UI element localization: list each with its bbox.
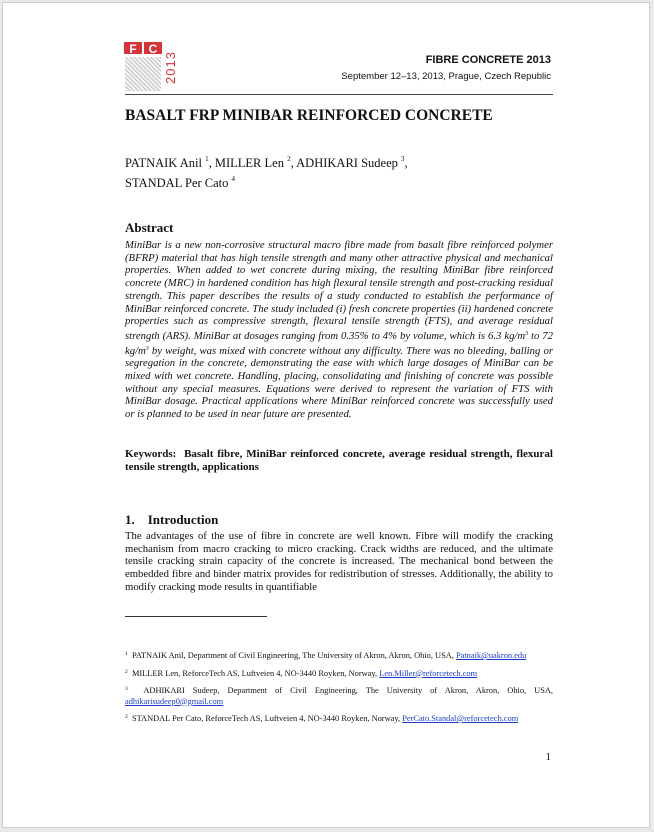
keywords-label: Keywords:: [125, 448, 177, 460]
email-link[interactable]: adhikarisudeep0@gmail.com: [125, 696, 224, 706]
email-link[interactable]: Len.Miller@reforcetech.com: [379, 668, 478, 678]
conference-date: September 12–13, 2013, Prague, Czech Republic: [341, 71, 551, 82]
conference-logo: F C 2013: [123, 41, 181, 93]
author-list: PATNAIK Anil $^1$, MILLER Len $^2$, ADHIKARI Sudeep $^3$, STANDAL Per Cato $^4$: [125, 155, 408, 190]
section-number: 1.: [125, 512, 135, 527]
logo-texture: [125, 57, 161, 91]
footnote: $^2$ MILLER Len, ReforceTech AS, Luftveien 4, NO-3440 Royken, Norway, Len.Miller@reforcetech.com: [125, 668, 478, 678]
paper-title: BASALT FRP MINIBAR REINFORCED CONCRETE: [125, 107, 493, 124]
paper-page: [2, 2, 650, 828]
email-link[interactable]: PerCato.Standal@reforcetech.com: [402, 714, 519, 723]
footnote: $^3$ ADHIKARI Sudeep, Department of Civil Engineering, The University of Akron, Akron, Ohio, USA, adhikarisudeep0@gmail.com: [125, 686, 553, 706]
introduction-heading: [125, 512, 218, 528]
conference-name: FIBRE CONCRETE 2013: [425, 54, 551, 66]
author-name: MILLER Len: [214, 156, 284, 170]
footnote: $^2$ STANDAL Per Cato, ReforceTech AS, Luftveien 4, NO-3440 Royken, Norway, PerCato.Standal@reforcetech.com: [125, 714, 519, 723]
author-name: STANDAL Per Cato: [125, 176, 229, 190]
logo-year: 2013: [162, 50, 178, 84]
author-name: ADHIKARI Sudeep: [296, 156, 398, 170]
keywords-text: Basalt fibre, MiniBar reinforced concrete, average residual strength, flexural tensile strength, applications: [125, 448, 553, 473]
page-number: 1: [545, 751, 551, 763]
footnote: $^1$ PATNAIK Anil, Department of Civil Engineering, The University of Akron, Akron, Ohio, USA, Patnaik@uakron.edu: [125, 651, 527, 660]
author-name: PATNAIK Anil: [125, 156, 202, 170]
abstract-heading: Abstract: [125, 220, 174, 235]
abstract-body: MiniBar is a new non-corrosive structural macro fibre made from basalt fibre reinforced polymer (BFRP) material that has high tensile strength and many other attractive physical and mechanical properties. When added to wet concrete during mixing, the resulting MiniBar fibre reinforced concrete (MRC) in hardened condition has high flexural tensile strength and post-cracking residual strength. This paper describes the results of a study conducted to establish the performance of MiniBar reinforced concrete. The study included (i) fresh concrete properties (ii) hardened concrete properties such as compressive strength, flexural tensile strength (FTS), and average residual strength (ARS). MiniBar at dosages ranging from 0.35% to 4% by volume, which is 6.3 $kg/m^3$ to 72 $kg/m^3$ by weight, was mixed with concrete without any difficulty. There was no bleeding, balling or segregation in the concrete, demonstrating the ease with which large dosages of MiniBar can be mixed with wet concrete. Handling, placing, consolidating and finishing of concrete was possible without any special measures. Equations were derived to represent the variation of FTS with MiniBar dosage. Practical applications where MiniBar reinforced concrete was successfully used or is planned to be used in near future are presented.: [125, 239, 553, 421]
conference-header: [341, 53, 551, 83]
email-link[interactable]: Patnaik@uakron.edu: [455, 651, 527, 660]
section-title: Introduction: [147, 512, 219, 527]
keywords: [125, 448, 553, 474]
footnotes: [125, 649, 553, 730]
footnote-rule: [125, 616, 267, 617]
header-rule: [125, 94, 553, 95]
introduction-body: The advantages of the use of fibre in concrete are well known. Fibre will modify the cracking mechanism from macro cracking to micro cracking. Crack widths are reduced, and the ultimate tensile cracking strain capacity of the concrete is increased. The mechanical bond between the embedded fibre and binder matrix provides for redistribution of stresses. Additionally, the ability to modify cracking mode results in quantifiable: [125, 530, 553, 593]
